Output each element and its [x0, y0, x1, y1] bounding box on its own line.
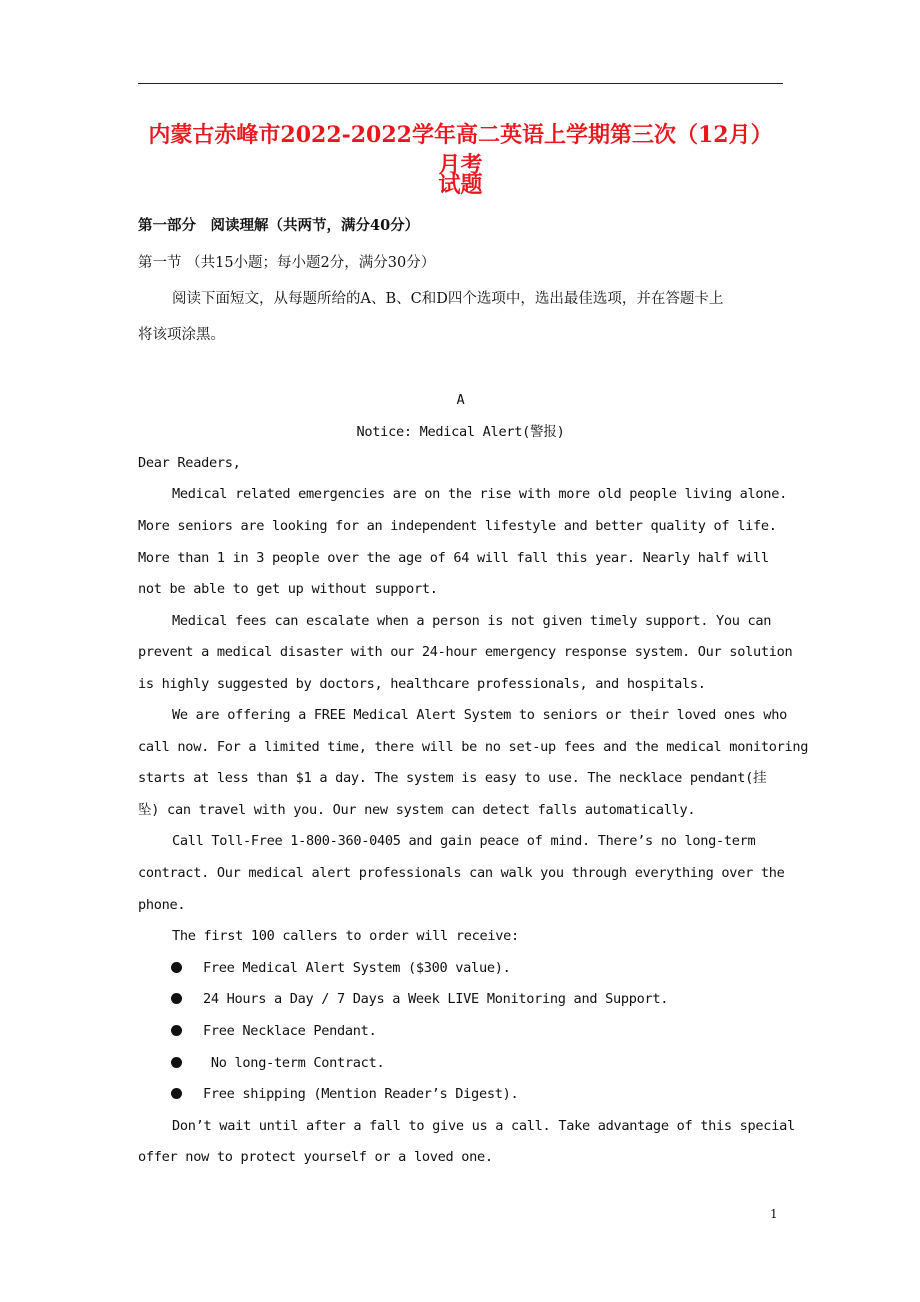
passage-title: Notice: Medical Alert(警报) [356, 424, 565, 440]
bullet-dot-icon [171, 993, 182, 1004]
part-heading: 第一部分 阅读理解（共两节，满分40分） [138, 217, 420, 234]
paragraph-line: Medical related emergencies are on the rise with more old people living alone. [172, 486, 787, 502]
list-item [171, 1083, 771, 1105]
subsection-heading: 第一节 （共15小题；每小题2分，满分30分） [138, 255, 436, 271]
paragraph-line: 坠) can travel with you. Our new system can detect falls automatically. [138, 802, 696, 818]
paragraph-line: starts at less than $1 a day. The system is easy to use. The necklace pendant(挂 [138, 770, 767, 786]
bullet-dot-icon [171, 1025, 182, 1036]
paragraph-line: is highly suggested by doctors, healthcare professionals, and hospitals. [138, 676, 706, 692]
paragraph-line: call now. For a limited time, there will be no set-up fees and the medical monitoring [138, 739, 809, 755]
bullet-dot-icon [171, 1057, 182, 1068]
paragraph-line: phone. [138, 897, 186, 913]
list-item-text: Free Medical Alert System ($300 value). [203, 960, 511, 976]
header-rule [138, 83, 783, 84]
list-item [171, 1020, 771, 1042]
list-item-text: Free shipping (Mention Reader’s Digest). [203, 1086, 519, 1102]
document-title-continued: 试题 [438, 172, 483, 198]
instruction-text-continued: 将该项涂黑。 [138, 327, 225, 343]
paragraph-line: Medical fees can escalate when a person is not given timely support. You can [172, 613, 772, 629]
page-number: 1 [770, 1207, 778, 1221]
bullet-dot-icon [171, 1088, 182, 1099]
paragraph-line: prevent a medical disaster with our 24-hour emergency response system. Our solution [138, 644, 793, 660]
paragraph-line: contract. Our medical alert professionals can walk you through everything over the [138, 865, 785, 881]
list-item [171, 1052, 771, 1074]
paragraph-line: offer now to protect yourself or a loved one. [138, 1149, 493, 1165]
salutation: Dear Readers, [138, 455, 241, 471]
list-item [171, 957, 771, 979]
paragraph-line: The first 100 callers to order will receive: [172, 928, 519, 944]
paragraph-line: Don’t wait until after a fall to give us a call. Take advantage of this special [172, 1118, 795, 1134]
list-item-text: 24 Hours a Day / 7 Days a Week LIVE Monitoring and Support. [203, 991, 669, 1007]
paragraph-line: Call Toll-Free 1-800-360-0405 and gain peace of mind. There’s no long-term [172, 833, 756, 849]
paragraph-line: We are offering a FREE Medical Alert System to seniors or their loved ones who [172, 707, 787, 723]
document-title: 内蒙古赤峰市2022-2022学年高二英语上学期第三次（12月）月考 [148, 122, 773, 178]
instruction-text: 阅读下面短文，从每题所给的A、B、C和D四个选项中，选出最佳选项，并在答题卡上 [172, 291, 724, 307]
paragraph-line: More than 1 in 3 people over the age of 64 will fall this year. Nearly half will [138, 550, 769, 566]
list-item-text: Free Necklace Pendant. [203, 1023, 377, 1039]
paragraph-line: not be able to get up without support. [138, 581, 438, 597]
list-item [171, 988, 771, 1010]
list-item-text: No long-term Contract. [203, 1055, 385, 1071]
paragraph-line: More seniors are looking for an independent lifestyle and better quality of life. [138, 518, 777, 534]
bullet-dot-icon [171, 962, 182, 973]
passage-label: A [456, 392, 465, 408]
